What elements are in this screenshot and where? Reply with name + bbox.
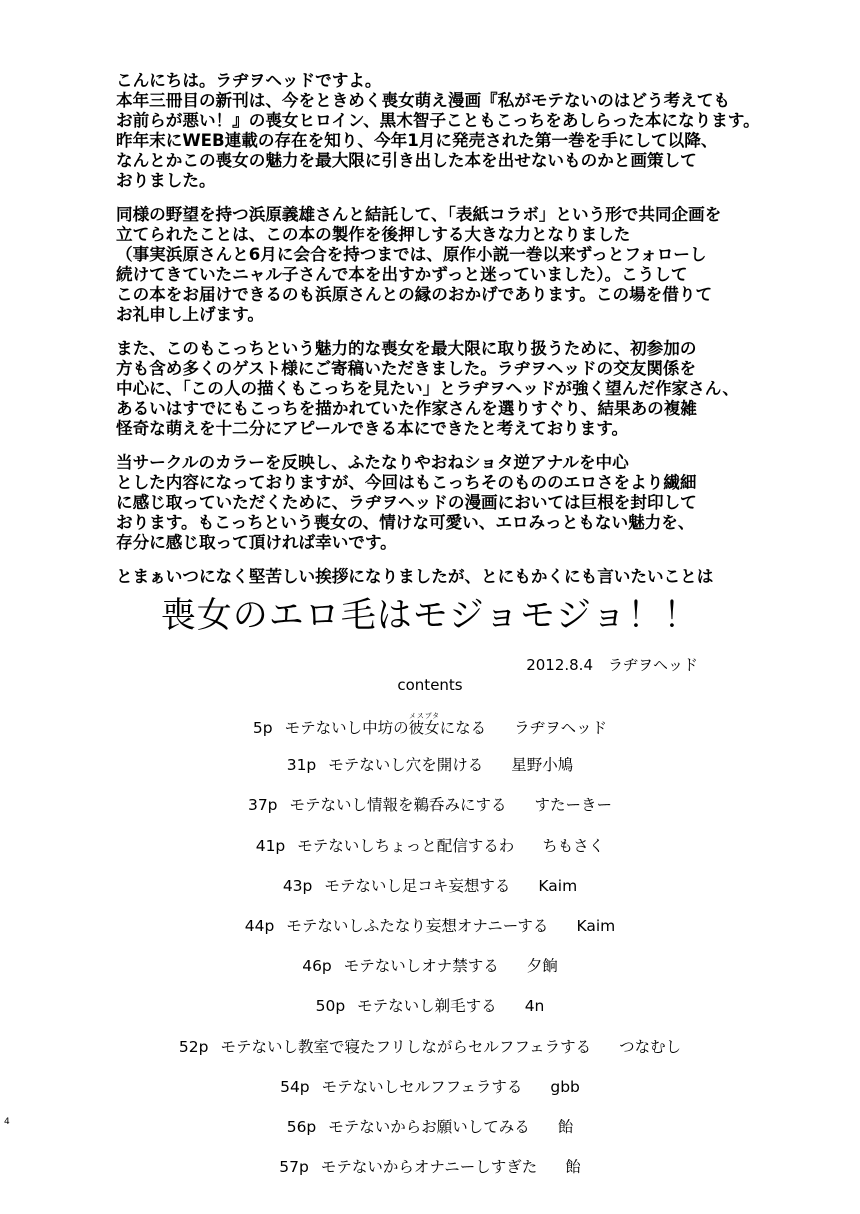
text-line: あるいはすでにもこっちを描かれていた作家さんを選りすぐり、結果あの複雑 [116, 399, 697, 418]
toc-title: モテないしふたなり妄想オナニーする [286, 916, 549, 935]
signature-date: 2012.8.4 ラヂヲヘッド [526, 656, 698, 674]
text-line: 中心に、「この人の描くもこっちを見たい」とラヂヲヘッドが強く望んだ作家さん、 [116, 379, 739, 398]
toc-title: モテないし教室で寝たフリしながらセルフフェラする [220, 1037, 592, 1056]
text-line: この本をお届けできるのも浜原さんとの縁のおかげであります。この場を借りて [116, 285, 713, 304]
toc-title: モテないし情報を鵜呑みにする [289, 796, 507, 815]
paragraph [116, 339, 760, 439]
toc-author: Kaim [538, 876, 578, 895]
toc-entry [0, 712, 860, 752]
toc-page: 43p [282, 876, 313, 895]
paragraph [116, 567, 760, 587]
text-line: 同様の野望を持つ浜原義雄さんと結託して、「表紙コラボ」という形で共同企画を [116, 205, 722, 224]
toc-entry [0, 993, 860, 1033]
toc-page: 31p [286, 756, 317, 775]
toc-author: Kaim [576, 916, 616, 935]
toc-title: モテないし足コキ妄想する [324, 876, 511, 895]
text-line: 本年三冊目の新刊は、今をときめく喪女萌え漫画『私がモテないのはどう考えても [116, 91, 730, 110]
toc-title-pre: モテないし中坊の [284, 719, 409, 737]
toc-entry [0, 1034, 860, 1074]
toc-entry [0, 752, 860, 792]
text-line: 昨年末にWEB連載の存在を知り、今年1月に発売された第一巻を手にして以降、 [116, 131, 718, 150]
toc-title: モテないからオナニーしすぎた [320, 1158, 538, 1177]
toc-author: 夕餉 [526, 957, 558, 976]
toc-title: モテないしセルフフェラする [321, 1077, 523, 1096]
paragraph [116, 205, 760, 325]
text-line: 立てられたことは、この本の製作を後押しする大きな力となりました [116, 225, 631, 244]
text-line: （事実浜原さんと6月に会合を持つまでは、原作小説一巻以来ずっとフォローし [116, 245, 707, 264]
toc-author: ちもさく [542, 836, 605, 855]
text-line: とまぁいつになく堅苦しい挨拶になりましたが、とにもかくにも言いたいことは [116, 567, 714, 586]
toc-entry [0, 1074, 860, 1114]
toc-entry [0, 953, 860, 993]
toc-page: 52p [178, 1037, 209, 1056]
toc-page: 50p [315, 997, 346, 1016]
paragraph [116, 71, 760, 191]
toc-page: 5p [252, 719, 273, 737]
toc-title: モテないし剃毛する [357, 997, 497, 1016]
toc-entry [0, 913, 860, 953]
toc-author: 星野小鳩 [511, 756, 574, 775]
text-line: 当サークルのカラーを反映し、ふたなりやおねショタ逆アナルを中心 [116, 453, 629, 472]
toc-author: gbb [550, 1077, 580, 1096]
text-line: 怪奇な萌えを十二分にアピールできる本にできたと考えております。 [116, 419, 629, 438]
text-line: おりました。 [116, 171, 216, 190]
text-line: また、このもこっちという魅力的な喪女を最大限に取り扱うために、初参加の [116, 339, 697, 358]
toc-title: モテないしオナ禁する [343, 957, 499, 976]
text-line: とした内容になっておりますが、今回はもこっちそのもののエロさをより繊細 [116, 473, 697, 492]
text-line: 方も含め多くのゲスト様にご寄稿いただきました。ラヂヲヘッドの交友関係を [116, 359, 697, 378]
ruby-text: メスブタ [408, 712, 440, 720]
toc-author: 飴 [565, 1158, 581, 1177]
table-of-contents [0, 712, 860, 1194]
toc-title [284, 712, 487, 737]
toc-page: 54p [280, 1077, 310, 1096]
toc-title: モテないしちょっと配信するわ [297, 836, 515, 855]
toc-title: モテないし穴を開ける [328, 756, 484, 775]
paragraph [116, 453, 760, 553]
text-line: こんにちは。ラヂヲヘッドですよ。 [116, 71, 382, 90]
afterword-text [116, 71, 760, 601]
toc-author: すたーきー [534, 796, 613, 815]
toc-entry [0, 792, 860, 832]
toc-page: 44p [244, 916, 275, 935]
toc-author: ラヂヲヘッド [514, 719, 608, 737]
toc-page: 46p [302, 957, 332, 976]
toc-entry [0, 1154, 860, 1194]
toc-author: 飴 [557, 1117, 574, 1136]
headline: 喪女のエロ毛はモジョモジョ！！ [160, 596, 700, 636]
ruby-base: 彼女 [408, 719, 440, 737]
toc-title-post: になる [439, 719, 487, 737]
contents-heading: contents [397, 676, 463, 694]
toc-page: 57p [279, 1158, 309, 1177]
toc-page: 56p [286, 1117, 317, 1136]
toc-page: 37p [247, 796, 278, 815]
text-line: なんとかこの喪女の魅力を最大限に引き出した本を出せないものかと画策して [116, 151, 697, 170]
toc-entry [0, 873, 860, 913]
toc-title: モテないからお願いしてみる [328, 1117, 530, 1136]
toc-author: つなむし [619, 1037, 682, 1056]
toc-author: 4n [524, 997, 545, 1016]
toc-title-ruby [408, 712, 440, 737]
toc-entry [0, 833, 860, 873]
text-line: おります。もこっちという喪女の、情けな可愛い、エロみっともない魅力を、 [116, 513, 695, 532]
text-line: お前らが悪い！』の喪女ヒロイン、黒木智子こともこっちをあしらった本になります。 [116, 111, 760, 130]
page-number: 4 [4, 1117, 10, 1127]
text-line: お礼申し上げます。 [116, 305, 265, 324]
text-line: に感じ取っていただくために、ラヂヲヘッドの漫画においては巨根を封印して [116, 493, 697, 512]
toc-entry [0, 1114, 860, 1154]
toc-page: 41p [255, 836, 286, 855]
text-line: 存分に感じ取って頂ければ幸いです。 [116, 533, 397, 552]
text-line: 続けてきていたニャル子さんで本を出すかずっと迷っていました）。こうして [116, 265, 688, 284]
